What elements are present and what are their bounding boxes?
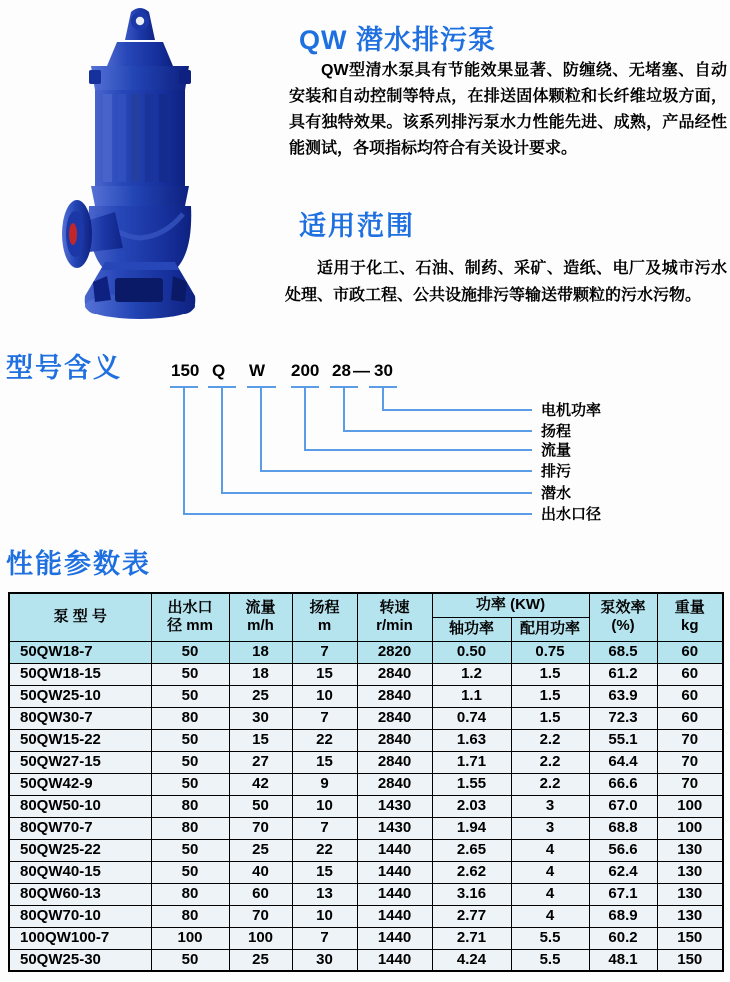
table-cell-model: 100QW100-7 — [9, 927, 151, 949]
flange-port — [69, 223, 77, 245]
model-code-part: 200 — [291, 361, 320, 380]
table-cell-flow: 42 — [229, 773, 292, 795]
table-row — [9, 685, 723, 707]
table-cell-flow: 30 — [229, 707, 292, 729]
table-cell-weight: 70 — [657, 729, 723, 751]
table-cell-flow: 70 — [229, 817, 292, 839]
table-cell-model: 80QW40-15 — [9, 861, 151, 883]
intro-paragraph: QW型清水泵具有节能效果显著、防缠绕、无堵塞、自动安装和自动控制等特点，在排送固体颗粒和长纤维垃圾方面，具有独特效果。该系列排污泵水力性能先进、成熟，产品经性能测试，各项指标均符合有关设计要求。 — [289, 62, 727, 157]
table-cell-outlet: 50 — [151, 685, 229, 707]
model-code-part: 28 — [332, 361, 351, 380]
col-header-outlet — [151, 593, 229, 641]
table-cell-weight: 130 — [657, 839, 723, 861]
table-row — [9, 729, 723, 751]
table-cell-head: 7 — [292, 707, 357, 729]
table-cell-shaft: 0.74 — [432, 707, 511, 729]
table-cell-outlet: 50 — [151, 729, 229, 751]
table-cell-rated: 3 — [511, 817, 589, 839]
table-cell-shaft: 1.55 — [432, 773, 511, 795]
table-cell-eff: 63.9 — [589, 685, 657, 707]
table-cell-shaft: 3.16 — [432, 883, 511, 905]
table-cell-eff: 68.8 — [589, 817, 657, 839]
table-cell-outlet: 80 — [151, 795, 229, 817]
table-cell-rated: 3 — [511, 795, 589, 817]
diagram-label-sewage: 排污 — [541, 463, 572, 480]
table-cell-head: 22 — [292, 729, 357, 751]
table-cell-eff: 66.6 — [589, 773, 657, 795]
table-row — [9, 839, 723, 861]
table-row — [9, 861, 723, 883]
table-cell-shaft: 2.62 — [432, 861, 511, 883]
table-cell-speed: 1430 — [357, 817, 432, 839]
table-cell-weight: 130 — [657, 883, 723, 905]
table-cell-eff: 62.4 — [589, 861, 657, 883]
table-row — [9, 949, 723, 971]
table-cell-speed: 1440 — [357, 839, 432, 861]
table-cell-rated: 4 — [511, 839, 589, 861]
col-header-head-line2: m — [317, 617, 332, 635]
table-cell-flow: 25 — [229, 839, 292, 861]
table-row — [9, 663, 723, 685]
col-header-rated-power: 配用功率 — [511, 617, 589, 641]
table-cell-rated: 4 — [511, 905, 589, 927]
table-cell-model: 50QW18-15 — [9, 663, 151, 685]
model-code-part: W — [249, 361, 266, 380]
table-row — [9, 817, 723, 839]
col-header-flow-line2: m/h — [247, 617, 274, 635]
table-cell-eff: 68.9 — [589, 905, 657, 927]
table-cell-rated: 1.5 — [511, 663, 589, 685]
table-cell-weight: 100 — [657, 795, 723, 817]
col-header-efficiency-line2: (%) — [611, 617, 635, 635]
table-cell-model: 80QW60-13 — [9, 883, 151, 905]
col-header-efficiency — [589, 593, 657, 641]
table-cell-shaft: 1.1 — [432, 685, 511, 707]
table-cell-outlet: 50 — [151, 663, 229, 685]
table-cell-model: 80QW70-7 — [9, 817, 151, 839]
pump-product-image — [45, 0, 295, 340]
table-row — [9, 905, 723, 927]
table-cell-shaft: 2.71 — [432, 927, 511, 949]
table-cell-outlet: 80 — [151, 883, 229, 905]
table-cell-head: 9 — [292, 773, 357, 795]
table-cell-speed: 2840 — [357, 729, 432, 751]
table-cell-model: 50QW25-10 — [9, 685, 151, 707]
table-cell-speed: 1430 — [357, 795, 432, 817]
table-cell-flow: 25 — [229, 949, 292, 971]
table-cell-flow: 18 — [229, 641, 292, 663]
table-cell-outlet: 80 — [151, 905, 229, 927]
pump-illustration — [45, 0, 295, 340]
diagram-label-motor-power: 电机功率 — [541, 402, 602, 419]
col-header-shaft-power: 轴功率 — [432, 617, 511, 641]
table-cell-speed: 2840 — [357, 751, 432, 773]
table-cell-shaft: 1.94 — [432, 817, 511, 839]
table-cell-speed: 1440 — [357, 949, 432, 971]
table-row — [9, 795, 723, 817]
table-cell-model: 50QW15-22 — [9, 729, 151, 751]
table-cell-eff: 61.2 — [589, 663, 657, 685]
table-row — [9, 927, 723, 949]
table-cell-rated: 4 — [511, 883, 589, 905]
table-cell-flow: 25 — [229, 685, 292, 707]
table-cell-outlet: 50 — [151, 773, 229, 795]
table-cell-head: 22 — [292, 839, 357, 861]
table-cell-rated: 0.75 — [511, 641, 589, 663]
table-cell-head: 7 — [292, 817, 357, 839]
table-cell-head: 13 — [292, 883, 357, 905]
table-cell-speed: 1440 — [357, 861, 432, 883]
table-cell-model: 50QW27-15 — [9, 751, 151, 773]
table-cell-speed: 2840 — [357, 663, 432, 685]
table-cell-head: 7 — [292, 927, 357, 949]
table-cell-shaft: 1.71 — [432, 751, 511, 773]
table-cell-eff: 48.1 — [589, 949, 657, 971]
col-header-model: 泵 型 号 — [9, 593, 151, 641]
col-header-speed-line1: 转速 — [379, 598, 410, 616]
page-title: QW 潜水排污泵 — [299, 25, 496, 55]
section-heading-performance: 性能参数表 — [6, 549, 151, 579]
table-cell-flow: 18 — [229, 663, 292, 685]
col-header-speed-line2: r/min — [376, 617, 413, 635]
table-cell-eff: 67.0 — [589, 795, 657, 817]
table-cell-head: 15 — [292, 663, 357, 685]
model-code-part: 30 — [374, 361, 393, 380]
table-cell-rated: 2.2 — [511, 751, 589, 773]
table-cell-flow: 27 — [229, 751, 292, 773]
table-cell-weight: 60 — [657, 707, 723, 729]
table-cell-weight: 150 — [657, 949, 723, 971]
col-header-speed — [357, 593, 432, 641]
table-cell-rated: 1.5 — [511, 707, 589, 729]
table-cell-head: 10 — [292, 685, 357, 707]
diagram-label-submersible: 潜水 — [541, 485, 572, 502]
col-header-head-line1: 扬程 — [309, 598, 340, 616]
table-cell-rated: 4 — [511, 861, 589, 883]
table-cell-eff: 67.1 — [589, 883, 657, 905]
table-cell-weight: 100 — [657, 817, 723, 839]
table-cell-outlet: 80 — [151, 817, 229, 839]
table-cell-weight: 60 — [657, 663, 723, 685]
table-cell-shaft: 2.65 — [432, 839, 511, 861]
col-header-flow — [229, 593, 292, 641]
col-header-weight — [657, 593, 723, 641]
table-cell-weight: 70 — [657, 773, 723, 795]
col-header-outlet-line2: 径 mm — [167, 617, 213, 635]
table-cell-shaft: 0.50 — [432, 641, 511, 663]
table-cell-model: 80QW30-7 — [9, 707, 151, 729]
table-cell-speed: 1440 — [357, 927, 432, 949]
table-cell-outlet: 100 — [151, 927, 229, 949]
model-code-dash: — — [353, 361, 370, 380]
table-cell-eff: 55.1 — [589, 729, 657, 751]
table-row — [9, 883, 723, 905]
table-cell-shaft: 1.2 — [432, 663, 511, 685]
table-cell-eff: 56.6 — [589, 839, 657, 861]
performance-table-body — [9, 641, 723, 971]
table-cell-model: 50QW42-9 — [9, 773, 151, 795]
application-paragraph: 适用于化工、石油、制药、采矿、造纸、电厂及城市污水处理、市政工程、公共设施排污等输送带颗粒的污水污物。 — [285, 260, 727, 304]
model-code-part: 150 — [171, 361, 200, 380]
col-header-weight-line1: 重量 — [674, 598, 705, 616]
col-header-weight-line2: kg — [680, 617, 699, 635]
table-cell-eff: 60.2 — [589, 927, 657, 949]
table-cell-speed: 1440 — [357, 883, 432, 905]
table-row — [9, 751, 723, 773]
table-cell-model: 50QW18-7 — [9, 641, 151, 663]
table-cell-eff: 68.5 — [589, 641, 657, 663]
col-header-efficiency-line1: 泵效率 — [600, 598, 646, 616]
table-cell-flow: 40 — [229, 861, 292, 883]
table-cell-flow: 70 — [229, 905, 292, 927]
table-cell-head: 30 — [292, 949, 357, 971]
table-cell-flow: 50 — [229, 795, 292, 817]
model-code-diagram — [0, 350, 730, 540]
table-cell-shaft: 1.63 — [432, 729, 511, 751]
table-cell-shaft: 4.24 — [432, 949, 511, 971]
section-heading-model: 型号含义 — [6, 353, 122, 383]
table-cell-speed: 2840 — [357, 773, 432, 795]
table-cell-model: 50QW25-30 — [9, 949, 151, 971]
table-cell-rated: 5.5 — [511, 927, 589, 949]
col-header-power-group: 功率 (KW) — [432, 593, 589, 617]
table-cell-weight: 60 — [657, 641, 723, 663]
table-cell-model: 80QW50-10 — [9, 795, 151, 817]
table-cell-speed: 1440 — [357, 905, 432, 927]
table-row — [9, 773, 723, 795]
table-cell-outlet: 50 — [151, 949, 229, 971]
table-cell-outlet: 50 — [151, 641, 229, 663]
table-row — [9, 641, 723, 663]
table-cell-weight: 70 — [657, 751, 723, 773]
col-header-flow-line1: 流量 — [245, 598, 276, 616]
table-cell-rated: 5.5 — [511, 949, 589, 971]
table-cell-outlet: 50 — [151, 839, 229, 861]
table-cell-weight: 130 — [657, 861, 723, 883]
table-cell-eff: 72.3 — [589, 707, 657, 729]
table-cell-rated: 2.2 — [511, 729, 589, 751]
diagram-label-head: 扬程 — [541, 423, 572, 440]
table-cell-speed: 2820 — [357, 641, 432, 663]
table-cell-speed: 2840 — [357, 685, 432, 707]
diagram-label-flow: 流量 — [541, 442, 572, 459]
table-cell-head: 7 — [292, 641, 357, 663]
table-cell-speed: 2840 — [357, 707, 432, 729]
table-cell-outlet: 80 — [151, 707, 229, 729]
table-cell-head: 10 — [292, 905, 357, 927]
table-cell-shaft: 2.77 — [432, 905, 511, 927]
col-header-outlet-line1: 出水口 — [167, 598, 213, 616]
model-code-part: Q — [212, 361, 226, 380]
performance-table — [8, 592, 724, 972]
table-cell-weight: 130 — [657, 905, 723, 927]
table-cell-head: 15 — [292, 861, 357, 883]
table-cell-weight: 150 — [657, 927, 723, 949]
section-heading-application: 适用范围 — [299, 211, 415, 241]
table-cell-flow: 100 — [229, 927, 292, 949]
table-cell-flow: 15 — [229, 729, 292, 751]
table-cell-head: 15 — [292, 751, 357, 773]
table-cell-rated: 1.5 — [511, 685, 589, 707]
table-cell-weight: 60 — [657, 685, 723, 707]
table-row — [9, 707, 723, 729]
col-header-head — [292, 593, 357, 641]
table-cell-model: 80QW70-10 — [9, 905, 151, 927]
table-cell-flow: 60 — [229, 883, 292, 905]
table-cell-head: 10 — [292, 795, 357, 817]
table-cell-eff: 64.4 — [589, 751, 657, 773]
table-cell-model: 50QW25-22 — [9, 839, 151, 861]
table-cell-rated: 2.2 — [511, 773, 589, 795]
table-cell-outlet: 50 — [151, 751, 229, 773]
table-cell-shaft: 2.03 — [432, 795, 511, 817]
table-cell-outlet: 50 — [151, 861, 229, 883]
diagram-label-outlet-diameter: 出水口径 — [541, 506, 602, 523]
